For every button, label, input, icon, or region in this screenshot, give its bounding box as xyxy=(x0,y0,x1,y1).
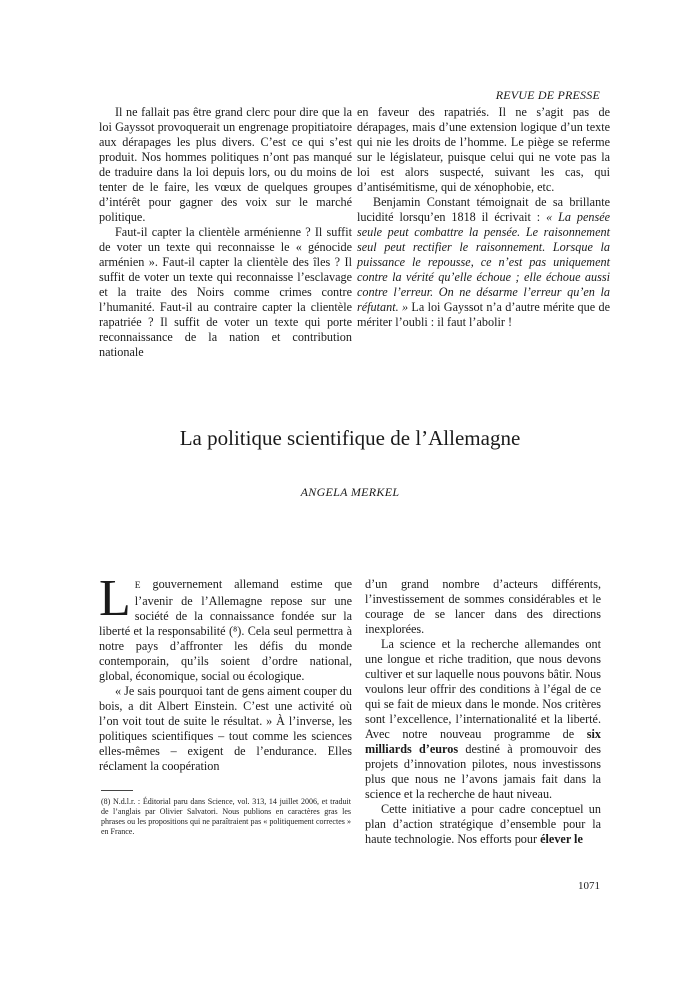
bold-text: six milliards d’euros xyxy=(365,727,601,756)
text: destiné à promouvoir des projets d’innovation pilotes, nous investissons plus que nous ne l’avons jamais fait dans la science et la recherche de haut niveau. xyxy=(365,742,601,801)
previous-article-column-right xyxy=(357,105,610,330)
running-head: REVUE DE PRESSE xyxy=(495,88,600,102)
article-column-right xyxy=(365,577,601,847)
paragraph xyxy=(365,637,601,802)
quotation: « La pensée seule peut combattre la pensée. Le raisonnement seul peut rectifier le raisonnement. Lorsque la puissance le repousse, ce n’est pas uniquement contre la vérité qu’elle échoue ; elle échoue aussi contre l’erreur. On ne désarme l’erreur qu’en la réfutant. » xyxy=(357,210,611,314)
footnote: (8) N.d.l.r. : Éditorial paru dans Science, vol. 313, 14 juillet 2006, et traduit de l’anglais par Olivier Salvatori. Nous publions en caractères gras les phrases ou les propositions qui ne paraîtraient pas « politiquement correctes » en France. xyxy=(101,797,351,836)
paragraph: Faut-il capter la clientèle arménienne ? Il suffit de voter un texte qui reconnaisse le « génocide arménien ». Faut-il capter la clientèle des îles ? Il suffit de voter un texte qui reconnaisse l’esclavage et la traite des Noirs comme crimes contre l’humanité. Faut-il au contraire capter la clientèle rapatriée ? Il suffit de voter un texte qui porte reconnaissance de la nation et contribution nationale xyxy=(99,225,352,359)
article-title: La politique scientifique de l’Allemagne xyxy=(179,426,521,450)
drop-cap: L xyxy=(99,570,131,627)
opening-paragraph xyxy=(99,570,352,684)
bold-text: élever le xyxy=(540,832,583,846)
paragraph: en faveur des rapatriés. Il ne s’agit pas de dérapages, mais d’une extension logique d’un texte qui nie les droits de l’homme. Le piège se referme sur le législateur, puisque celui qui ne vote pas la loi est alors suspecté, suivant les cas, qui d’antisémitisme, qui de xénophobie, etc. xyxy=(357,105,610,194)
article-column-left xyxy=(99,570,352,774)
text: La loi Gayssot n’a d’autre mérite que de mériter l’oubli : il faut l’abolir ! xyxy=(357,300,610,329)
text: La science et la recherche allemandes ont une longue et riche tradition, que nous devons cultiver et sur laquelle nous pouvons bâtir. Nous voulons leur offrir des conditions à l’égal de ce qui se fait de mieux dans le monde. Nos critères sont l’excellence, l’internationalité et la liberté. Avec notre nouveau programme de xyxy=(365,637,601,741)
paragraph: Il ne fallait pas être grand clerc pour dire que la loi Gayssot provoquerait un engrenage propitiatoire aux dérapages les plus divers. C’est ce qui s’est produit. Nos hommes politiques n’ont pas manqué de traduire dans la loi depuis lors, ou du moins de tenter de le faire, les vœux de quelques groupes d’intérêt pour gagner des voix sur le marché politique. xyxy=(99,105,352,224)
text: Cette initiative a pour cadre conceptuel un plan d’action stratégique d’ensemble pour la haute technologie. Nos efforts pour xyxy=(365,802,601,846)
paragraph: « Je sais pourquoi tant de gens aiment couper du bois, a dit Albert Einstein. C’est une activité où l’on voit tout de suite le résultat. » À l’inverse, les politiques scientifiques – tout comme les sciences elles-mêmes – exigent de l’endurance. Elles réclament la coopération xyxy=(99,684,352,773)
text: Benjamin Constant témoignait de sa brillante lucidité lorsqu’en 1818 il écrivait : xyxy=(357,195,610,224)
previous-article-column-left xyxy=(99,105,352,360)
paragraph xyxy=(365,802,601,847)
article-author: ANGELA MERKEL xyxy=(300,485,400,499)
footnote-rule xyxy=(101,790,133,791)
paragraph-constant-quote xyxy=(357,195,610,330)
paragraph: d’un grand nombre d’acteurs différents, l’investissement de sommes considérables et le courage de se lancer dans des directions inexplorées. xyxy=(365,577,601,636)
small-cap: E xyxy=(134,581,141,591)
page-number: 1071 xyxy=(578,880,600,892)
text: gouvernement allemand estime que l’avenir de l’Allemagne repose sur une société de la connaissance fondée sur la liberté et la responsabilité (⁸). Cela seul permettra à notre pays d’affronter les défis du monde contemporain, qu’ils soient d’ordre national, global, économique, social ou écologique. xyxy=(99,577,352,683)
